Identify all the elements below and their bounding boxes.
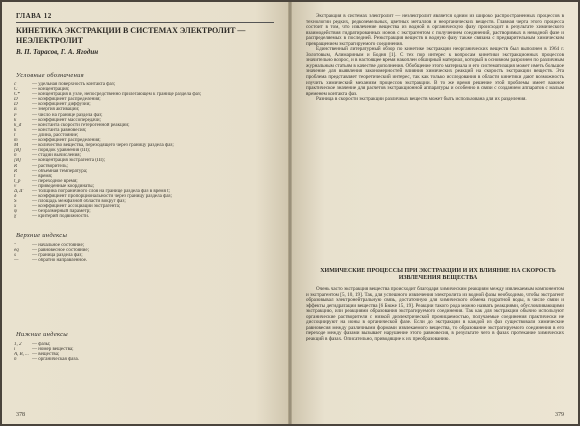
right-page bbox=[290, 2, 578, 424]
notation-description: — приведенные координаты; bbox=[32, 183, 95, 189]
body-paragraph: Очень часто экстракция вещества происходит благодаря химическим реакциям между извлекаемым компонентом и экстрагентом [5, 10, 19]. Так, для успешного извлечения электролита из водной фазы необходимо, чтобы экстрагент образовывал электронейтральную связь, достаточную для химического обмена гидратной воды, в числе связи и эффекты дегидратации вещества [6 Бюже 15, 19]. Реакции такого рода можно назвать реакциями, обусловливающими экстракцию, или реакциями образования экстрагируемого соединения. Так как для экстракции обычно используют органические растворители с низкой диэлектрической проницаемостью, получаемые соединения практически не диссоциируют на ионы в органической фазе. Если до экстракции в каждой из фаз существовали химические равновесия между различными формами извлекаемого вещества, то образование экстрагируемого соединения в его переходе между фазами вызывает нарушение этого равновесия, в результате чего в фазах протекание химических реакций в фазах. Описательно, приводящие к их преобразованию. bbox=[306, 286, 564, 342]
notation-symbol: A, B, ... bbox=[14, 352, 29, 358]
notation-description: — растворитель; bbox=[32, 163, 68, 169]
notation-description: — объемная температура; bbox=[32, 168, 88, 174]
notation-symbol: t bbox=[14, 173, 16, 179]
notation-symbol: S bbox=[14, 199, 17, 205]
notation-description: — граница раздела фаз; bbox=[32, 253, 83, 259]
notation-description: — равновесное состояние; bbox=[32, 248, 89, 254]
notation-description: — константа скорости гетерогенной реакции; bbox=[32, 122, 130, 128]
notation-symbol: t_p bbox=[14, 178, 21, 184]
notation-description: — константа равновесия; bbox=[32, 127, 87, 133]
notation-symbol: C bbox=[14, 87, 18, 93]
notation-description: — органическая фаза. bbox=[32, 357, 79, 363]
notation-description: — фазы; bbox=[32, 342, 51, 347]
header-rule bbox=[16, 22, 274, 23]
body-paragraph: Разница в скорости экстракции различных веществ может быть использована для их разделения. bbox=[316, 96, 527, 103]
notation-heading: Условные обозначения bbox=[16, 72, 84, 79]
notation-description: — коэффициент диффузии; bbox=[32, 102, 91, 108]
intro-text bbox=[306, 14, 564, 103]
body-paragraph: Экстракция в системах электролит — неэлектролит является одним из широко распространенных процессов в технологии редких, редкоземельных, цветных металлов и неорганических веществ. Главная черта этого процесса состоит в том, что извлечение вещества из водной в органическую фазу происходит в результате химического взаимодействия гидратированных ионов с экстрагентом с получением соединений, растворимых в неводной фазе и распределяемых в последней. Реэкстракция веществ в водную фазу также связана с предварительным химическим превращением экстрагируемого соединения. bbox=[306, 13, 564, 47]
notation-description: — начальное состояние; bbox=[32, 243, 85, 248]
notation-symbol: R bbox=[14, 163, 18, 169]
notation-description: — безразмерный параметр; bbox=[32, 209, 91, 215]
notation-description: — концентрация экстрагента (III); bbox=[32, 158, 105, 164]
notation-symbol: c bbox=[14, 82, 17, 87]
notation-symbol: Δ, Δ' bbox=[14, 188, 24, 194]
notation-description: — коэффициент массопередачи; bbox=[32, 117, 101, 123]
notation-row bbox=[14, 357, 274, 362]
notation-symbol: k_d bbox=[14, 122, 22, 128]
notation-symbol: C* bbox=[14, 92, 20, 98]
notation-description: — коэффициент ассоциации экстрагента; bbox=[32, 204, 121, 210]
notation-description: — стадии вычисления; bbox=[32, 153, 81, 159]
notation-symbol: M bbox=[14, 143, 19, 149]
running-head bbox=[16, 12, 274, 20]
notation-symbol: i bbox=[14, 347, 16, 353]
section-text bbox=[306, 287, 564, 342]
page-number-left: 378 bbox=[16, 412, 25, 418]
body-paragraph: Единственный литературный обзор по кинетике экстракции неорганических веществ был выполнен в 1964 г. Золотовым, Алимариным и Бодня [1]. С тех пор интерес к вопросам кинетики экстракционных процессов значительно возрос, и в настоящее время накоплен обширный материал, который в основном разрознен по различным журнальным статьям в качестве дополнения. Обобщение этого материала и его систематизация может иметь большое значение для выявления закономерностей влияния химических реакций на скорость экстракции веществ. Эта проблема представляет теоретический интерес, так как только исследования в области кинетики дают возможность изучить химический механизм процессов экстракции. В то же время решение этой проблемы имеет важное практическое значение для расчетов экстракционной аппаратуры и особенно в связи с созданием аппаратов с малым временем контакта фаз. bbox=[306, 46, 564, 97]
notation-symbol: m bbox=[14, 138, 18, 144]
notation-symbol: k bbox=[14, 127, 17, 133]
notation-symbol: ψ bbox=[14, 209, 18, 215]
upper-index-list bbox=[14, 243, 274, 263]
lower-index-list bbox=[14, 342, 274, 362]
notation-list bbox=[14, 82, 274, 220]
notation-description: — количество вещества, переходящего через границу раздела фаз; bbox=[32, 143, 174, 149]
notation-symbol: n bbox=[14, 153, 17, 159]
notation-symbol: E bbox=[14, 107, 18, 113]
notation-description: — обратно направленное. bbox=[32, 258, 88, 264]
notation-description: — порядок уравнения (III); bbox=[32, 148, 91, 154]
notation-symbol: [B] bbox=[14, 148, 21, 154]
book-spread bbox=[2, 2, 578, 424]
notation-symbol: χ bbox=[14, 214, 17, 220]
notation-symbol: F bbox=[14, 112, 18, 118]
notation-description: — коэффициент распределения; bbox=[32, 97, 101, 103]
notation-symbol: s bbox=[14, 253, 16, 259]
notation-description: — толщина пограничного слоя на границе раздела фаз в время t; bbox=[32, 188, 170, 194]
chapter-authors: В. П. Тарасов, Г. А. Ягодин bbox=[16, 48, 99, 56]
notation-description: — удельная поверхность контакта фаз; bbox=[32, 82, 116, 87]
notation-symbol: ° bbox=[14, 243, 16, 248]
notation-description: — вещества; bbox=[32, 352, 60, 358]
page-number-right: 379 bbox=[555, 412, 564, 418]
notation-symbol: R bbox=[14, 168, 18, 174]
notation-symbol: n bbox=[14, 357, 17, 363]
lower-index-heading: Нижние индексы bbox=[16, 331, 68, 338]
left-page bbox=[2, 2, 290, 424]
notation-description: — номер вещества; bbox=[32, 347, 74, 353]
section-title: ХИМИЧЕСКИЕ ПРОЦЕССЫ ПРИ ЭКСТРАКЦИИ И ИХ ВЛИЯНИЕ НА СКОРОСТЬ ИЗВЛЕЧЕНИЯ ВЕЩЕСТВА bbox=[320, 268, 556, 281]
running-head-text: ГЛАВА 12 bbox=[16, 12, 52, 20]
notation-row bbox=[14, 214, 274, 219]
notation-description: — концентрация; bbox=[32, 87, 70, 93]
notation-symbol: D bbox=[14, 97, 18, 103]
notation-description: — энергия активации; bbox=[32, 107, 80, 113]
notation-description: — переходное время; bbox=[32, 178, 78, 184]
book-gutter bbox=[288, 2, 292, 424]
notation-description: — длина, расстояние; bbox=[32, 132, 79, 138]
notation-symbol: δ bbox=[14, 194, 17, 200]
notation-symbol: — bbox=[14, 258, 19, 264]
notation-symbol: v bbox=[14, 183, 17, 189]
notation-description: — площадь межфазной области вокруг фаз; bbox=[32, 199, 126, 205]
upper-index-heading: Верхние индексы bbox=[16, 232, 68, 239]
notation-symbol: eq bbox=[14, 248, 19, 254]
notation-description: — критерий подвижности. bbox=[32, 214, 90, 220]
notation-symbol: k bbox=[14, 117, 17, 123]
notation-symbol: l bbox=[14, 132, 16, 138]
notation-description: — время; bbox=[32, 173, 53, 179]
notation-symbol: 1, 2 bbox=[14, 342, 22, 347]
notation-row bbox=[14, 258, 274, 263]
notation-description: — концентрация в узле, непосредственно прилегающем к границе раздела фаз; bbox=[32, 92, 202, 98]
chapter-title: КИНЕТИКА ЭКСТРАКЦИИ В СИСТЕМАХ ЭЛЕКТРОЛИТ — НЕЭЛЕКТРОЛИТ bbox=[16, 26, 246, 45]
notation-symbol: D bbox=[14, 102, 18, 108]
notation-description: — число на границе раздела фаз; bbox=[32, 112, 103, 118]
notation-symbol: [В] bbox=[14, 158, 21, 164]
notation-description: — коэффициент пропорциональности через границу раздела фаз; bbox=[32, 194, 172, 200]
notation-symbol: x bbox=[14, 204, 17, 210]
notation-description: — коэффициент распределения; bbox=[32, 138, 101, 144]
